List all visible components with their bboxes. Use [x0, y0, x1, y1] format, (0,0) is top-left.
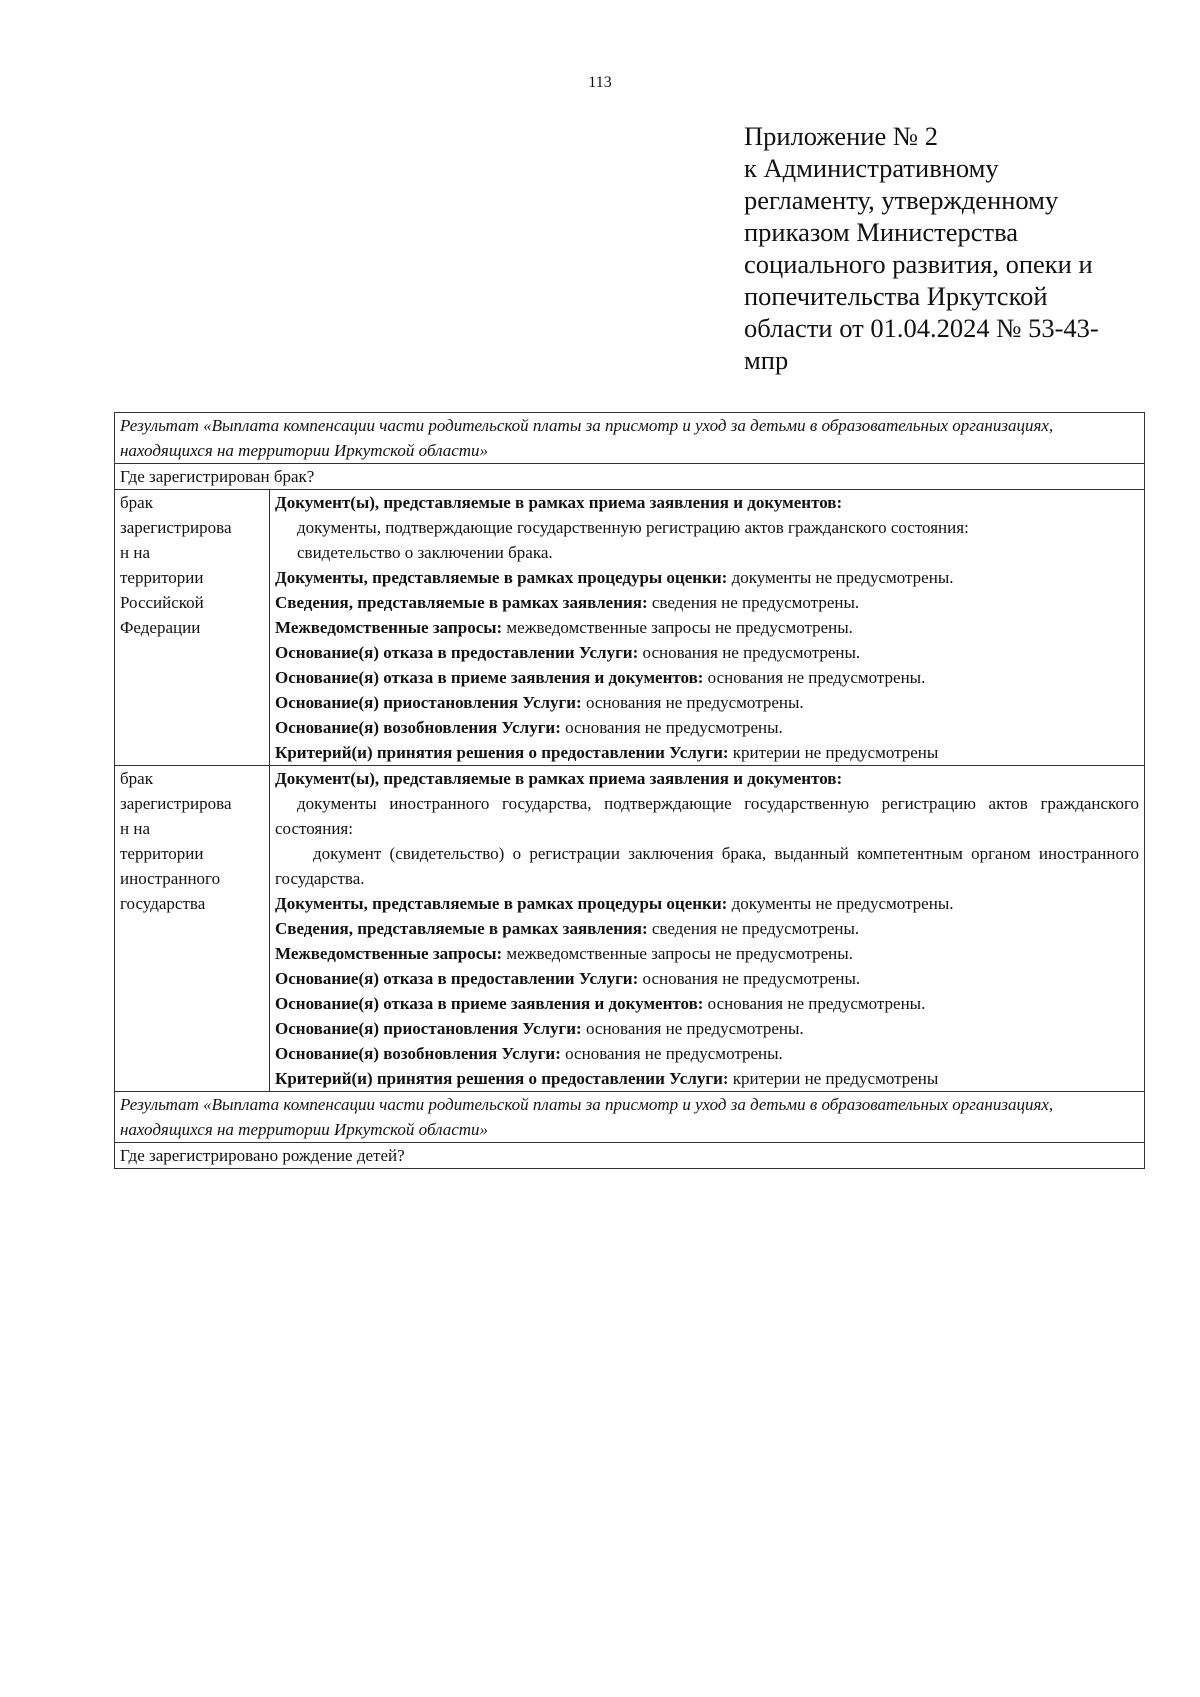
appendix-line: социального развития, опеки и	[744, 249, 1093, 279]
result-text: Результат «Выплата компенсации части родительской платы за присмотр и уход за детьми в образовательных организациях, находящихся на территории Иркутской области»	[115, 413, 1145, 464]
question-text: Где зарегистрировано рождение детей?	[115, 1143, 1145, 1169]
detail-label: Критерий(и) принятия решения о предоставлении Услуги:	[275, 743, 729, 762]
detail-value: основания не предусмотрены.	[638, 969, 861, 988]
docs-subtext: свидетельство о заключении брака.	[297, 543, 553, 562]
detail-row	[275, 916, 1139, 941]
detail-value: сведения не предусмотрены.	[647, 919, 860, 938]
result-row	[115, 1092, 1145, 1143]
detail-value: документы не предусмотрены.	[727, 894, 954, 913]
case-label-line: н на	[120, 543, 150, 562]
detail-value: основания не предусмотрены.	[581, 1019, 804, 1038]
detail-label: Сведения, представляемые в рамках заявления:	[275, 919, 648, 938]
case-label-line: н на	[120, 819, 150, 838]
detail-label: Документы, представляемые в рамках процедуры оценки:	[275, 894, 728, 913]
docs-label: Документ(ы), представляемые в рамках приема заявления и документов:	[275, 769, 843, 788]
detail-row	[275, 991, 1139, 1016]
detail-row	[275, 565, 1139, 590]
question-text: Где зарегистрирован брак?	[115, 464, 1145, 490]
docs-subtext: документ (свидетельство) о регистрации заключения брака, выданный компетентным органом иностранного государства.	[275, 844, 1139, 888]
docs-text: документы иностранного государства, подтверждающие государственную регистрацию актов гражданского состояния:	[275, 794, 1139, 838]
detail-label: Критерий(и) принятия решения о предоставлении Услуги:	[275, 1069, 729, 1088]
detail-row	[275, 1041, 1139, 1066]
case-details-foreign	[270, 766, 1145, 1092]
detail-value: сведения не предусмотрены.	[647, 593, 860, 612]
detail-row	[275, 615, 1139, 640]
case-label-foreign	[115, 766, 270, 1092]
case-label-line: Федерации	[120, 618, 201, 637]
detail-value: основания не предусмотрены.	[638, 643, 861, 662]
detail-value: межведомственные запросы не предусмотрены.	[502, 618, 853, 637]
detail-label: Сведения, представляемые в рамках заявления:	[275, 593, 648, 612]
detail-label: Основание(я) отказа в приеме заявления и документов:	[275, 668, 704, 687]
detail-label: Основание(я) возобновления Услуги:	[275, 1044, 561, 1063]
question-row	[115, 1143, 1145, 1169]
appendix-line: мпр	[744, 345, 789, 375]
detail-row	[275, 941, 1139, 966]
detail-value: межведомственные запросы не предусмотрены.	[502, 944, 853, 963]
case-label-line: территории	[120, 568, 204, 587]
detail-label: Основание(я) отказа в предоставлении Услуги:	[275, 969, 639, 988]
case-label-russia	[115, 490, 270, 766]
page-number: 113	[588, 74, 612, 91]
detail-value: основания не предусмотрены.	[581, 693, 804, 712]
result-text: Результат «Выплата компенсации части родительской платы за присмотр и уход за детьми в образовательных организациях, находящихся на территории Иркутской области»	[115, 1092, 1145, 1143]
result-row	[115, 413, 1145, 464]
appendix-line: регламенту, утвержденному	[744, 185, 1059, 215]
case-row-russia	[115, 490, 1145, 766]
detail-label: Межведомственные запросы:	[275, 618, 503, 637]
detail-row	[275, 590, 1139, 615]
case-label-line: государства	[120, 894, 206, 913]
detail-value: основания не предусмотрены.	[703, 668, 926, 687]
detail-value: критерии не предусмотрены	[728, 743, 939, 762]
detail-label: Основание(я) возобновления Услуги:	[275, 718, 561, 737]
detail-row	[275, 1016, 1139, 1041]
detail-row	[275, 665, 1139, 690]
detail-label: Основание(я) приостановления Услуги:	[275, 693, 582, 712]
question-row	[115, 464, 1145, 490]
appendix-line: приказом Министерства	[744, 217, 1019, 247]
case-label-line: зарегистрирова	[120, 518, 232, 537]
docs-text: документы, подтверждающие государственную регистрацию актов гражданского состояния:	[297, 518, 969, 537]
detail-row	[275, 715, 1139, 740]
case-label-line: зарегистрирова	[120, 794, 232, 813]
decision-table	[114, 412, 1145, 1169]
detail-row	[275, 640, 1139, 665]
detail-label: Основание(я) отказа в приеме заявления и документов:	[275, 994, 704, 1013]
case-details-russia	[270, 490, 1145, 766]
appendix-line: попечительства Иркутской	[744, 281, 1048, 311]
docs-label: Документ(ы), представляемые в рамках приема заявления и документов:	[275, 493, 843, 512]
detail-label: Основание(я) отказа в предоставлении Услуги:	[275, 643, 639, 662]
detail-row	[275, 1066, 1139, 1091]
case-label-line: брак	[120, 493, 153, 512]
detail-label: Документы, представляемые в рамках процедуры оценки:	[275, 568, 728, 587]
detail-row	[275, 690, 1139, 715]
detail-value: основания не предусмотрены.	[560, 1044, 783, 1063]
appendix-line: области от 01.04.2024 № 53-43-	[744, 313, 1099, 343]
detail-value: критерии не предусмотрены	[728, 1069, 939, 1088]
appendix-header	[744, 120, 1164, 376]
detail-row	[275, 740, 1139, 765]
case-label-line: иностранного	[120, 869, 221, 888]
appendix-line: к Административному	[744, 153, 999, 183]
detail-value: документы не предусмотрены.	[727, 568, 954, 587]
detail-value: основания не предусмотрены.	[703, 994, 926, 1013]
detail-row	[275, 966, 1139, 991]
detail-label: Основание(я) приостановления Услуги:	[275, 1019, 582, 1038]
appendix-line: Приложение № 2	[744, 121, 939, 151]
case-label-line: Российской	[120, 593, 204, 612]
case-label-line: брак	[120, 769, 153, 788]
detail-row	[275, 891, 1139, 916]
case-row-foreign	[115, 766, 1145, 1092]
detail-label: Межведомственные запросы:	[275, 944, 503, 963]
case-label-line: территории	[120, 844, 204, 863]
detail-value: основания не предусмотрены.	[560, 718, 783, 737]
